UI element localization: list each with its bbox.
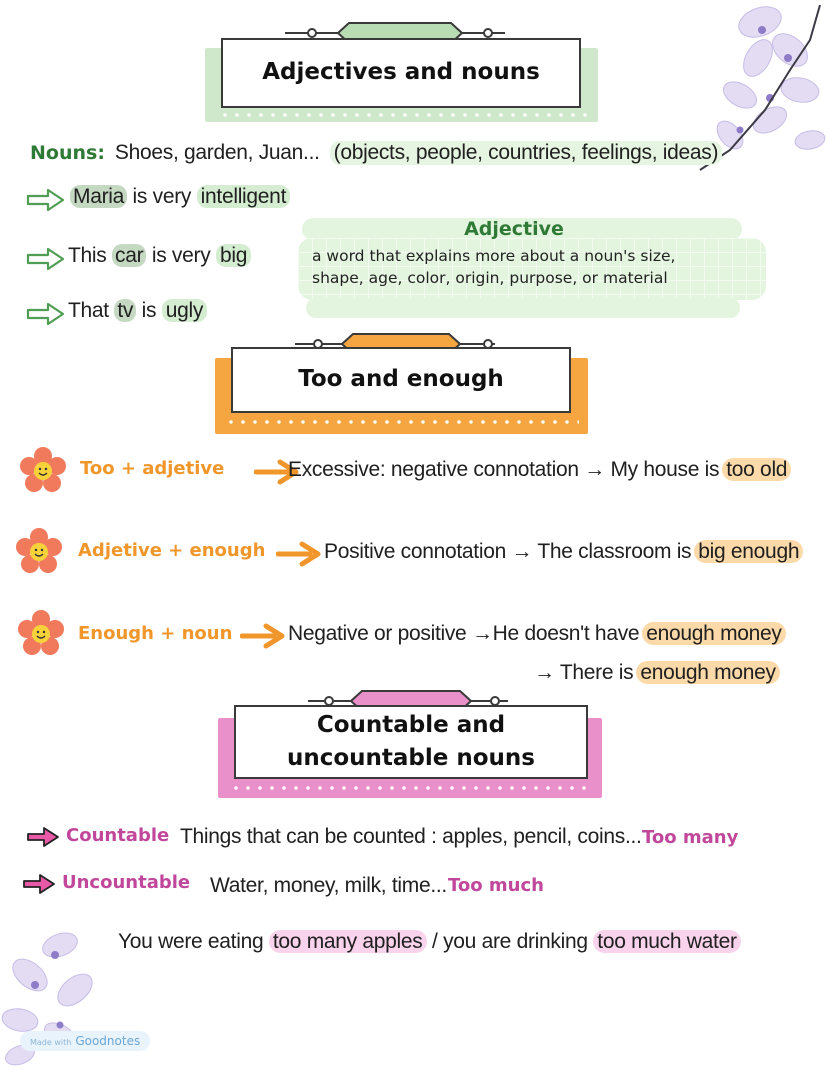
section-title-adjectives-nouns: Adjectives and nouns (262, 59, 540, 86)
uncountable-text: Water, money, milk, time... (210, 874, 447, 897)
example-sentence-2 (68, 244, 251, 268)
rule-extra-line (534, 661, 780, 685)
uncountable-row (22, 869, 812, 903)
rule-desc-3: Negative or positive →He doesn't have (288, 622, 640, 645)
countable-quantifier: Too many (642, 827, 739, 848)
smiley-flower-icon (16, 609, 66, 659)
nouns-label: Nouns: (30, 142, 105, 164)
banner-front (234, 705, 588, 779)
section-title-countable-line1: Countable and (316, 711, 506, 738)
green-arrow-icon (26, 246, 66, 272)
definition-title: Adjective (464, 218, 564, 240)
sentence-highlight-2: too much water (593, 930, 740, 953)
rule-desc-1: Excessive: negative connotation → My house is (288, 458, 720, 481)
definition-text (312, 245, 675, 289)
sentence-mid: / you are drinking (426, 930, 588, 953)
orange-arrow-icon (240, 623, 286, 649)
banner-too-and-enough (215, 333, 590, 435)
rule-label-2: Adjetive + enough (78, 540, 266, 561)
sentence-pre: You were eating (118, 930, 264, 953)
example-pre-2: This (68, 244, 113, 267)
rule-row-2 (14, 527, 824, 577)
example-mid-3: is (136, 299, 162, 322)
rule-example-1: too old (722, 458, 791, 481)
example-adj-1: intelligent (197, 185, 290, 208)
section-title-too-enough: Too and enough (298, 366, 504, 393)
example-pre-3: That (68, 299, 115, 322)
rule-row-1 (18, 446, 818, 496)
nouns-line (30, 141, 722, 165)
rule-text-1 (288, 458, 791, 482)
banner-dots (219, 112, 589, 118)
rule-label-1: Too + adjetive (80, 458, 225, 479)
nouns-note: (objects, people, countries, feelings, ideas) (330, 141, 723, 165)
orange-arrow-icon (276, 541, 322, 567)
rule-extra-highlight: enough money (636, 661, 779, 684)
definition-text-line-1: a word that explains more about a noun's size, (312, 247, 676, 265)
rule-label-3: Enough + noun (78, 623, 233, 644)
example-noun-1: Maria (70, 185, 127, 208)
adjective-definition-box (298, 218, 766, 322)
example-adj-3: ugly (162, 299, 207, 322)
rule-example-3: enough money (642, 622, 785, 645)
rule-text-2 (324, 540, 803, 564)
watermark-brand: Goodnotes (75, 1034, 141, 1048)
definition-text-line-2: shape, age, color, origin, purpose, or material (312, 269, 668, 287)
countable-label: Countable (66, 825, 170, 846)
watermark-small-text: Made with (30, 1038, 72, 1047)
example-sentence-3 (68, 299, 207, 323)
countable-text: Things that can be counted : apples, pencil, coins... (180, 825, 642, 848)
example-mid-1: is very (127, 185, 197, 208)
smiley-flower-icon (14, 527, 64, 577)
rule-text-3 (288, 622, 786, 646)
countable-row (26, 822, 816, 856)
banner-countable-uncountable (218, 690, 604, 802)
goodnotes-watermark (20, 1031, 150, 1051)
nouns-examples: Shoes, garden, Juan... (114, 141, 320, 164)
sentence-highlight-1: too many apples (269, 930, 427, 953)
example-mid-2: is very (146, 244, 216, 267)
definition-strip-bottom (306, 298, 740, 318)
example-noun-3: tv (114, 299, 136, 322)
rule-extra-text: → There is (534, 661, 634, 684)
rule-desc-2: Positive connotation → The classroom is (324, 540, 692, 563)
uncountable-quantifier: Too much (448, 875, 544, 896)
pink-arrow-icon (26, 826, 60, 848)
banner-knob-left (307, 28, 317, 38)
example-adj-2: big (216, 244, 251, 267)
smiley-flower-icon (18, 446, 68, 496)
green-arrow-icon (26, 187, 66, 213)
uncountable-label: Uncountable (62, 872, 191, 893)
green-arrow-icon (26, 301, 66, 327)
banner-knob-right (483, 28, 493, 38)
rule-row-3 (16, 609, 816, 659)
banner-dots (230, 785, 592, 791)
example-sentence-countable (118, 930, 741, 954)
example-sentence-1 (70, 185, 290, 209)
banner-front (231, 347, 571, 413)
rule-example-2: big enough (694, 540, 803, 563)
banner-dots (225, 419, 579, 425)
example-noun-2: car (112, 244, 146, 267)
banner-front (221, 38, 581, 108)
banner-adjectives-and-nouns (205, 22, 600, 130)
section-title-countable-line2: uncountable nouns (286, 745, 535, 771)
pink-arrow-icon (22, 873, 56, 895)
